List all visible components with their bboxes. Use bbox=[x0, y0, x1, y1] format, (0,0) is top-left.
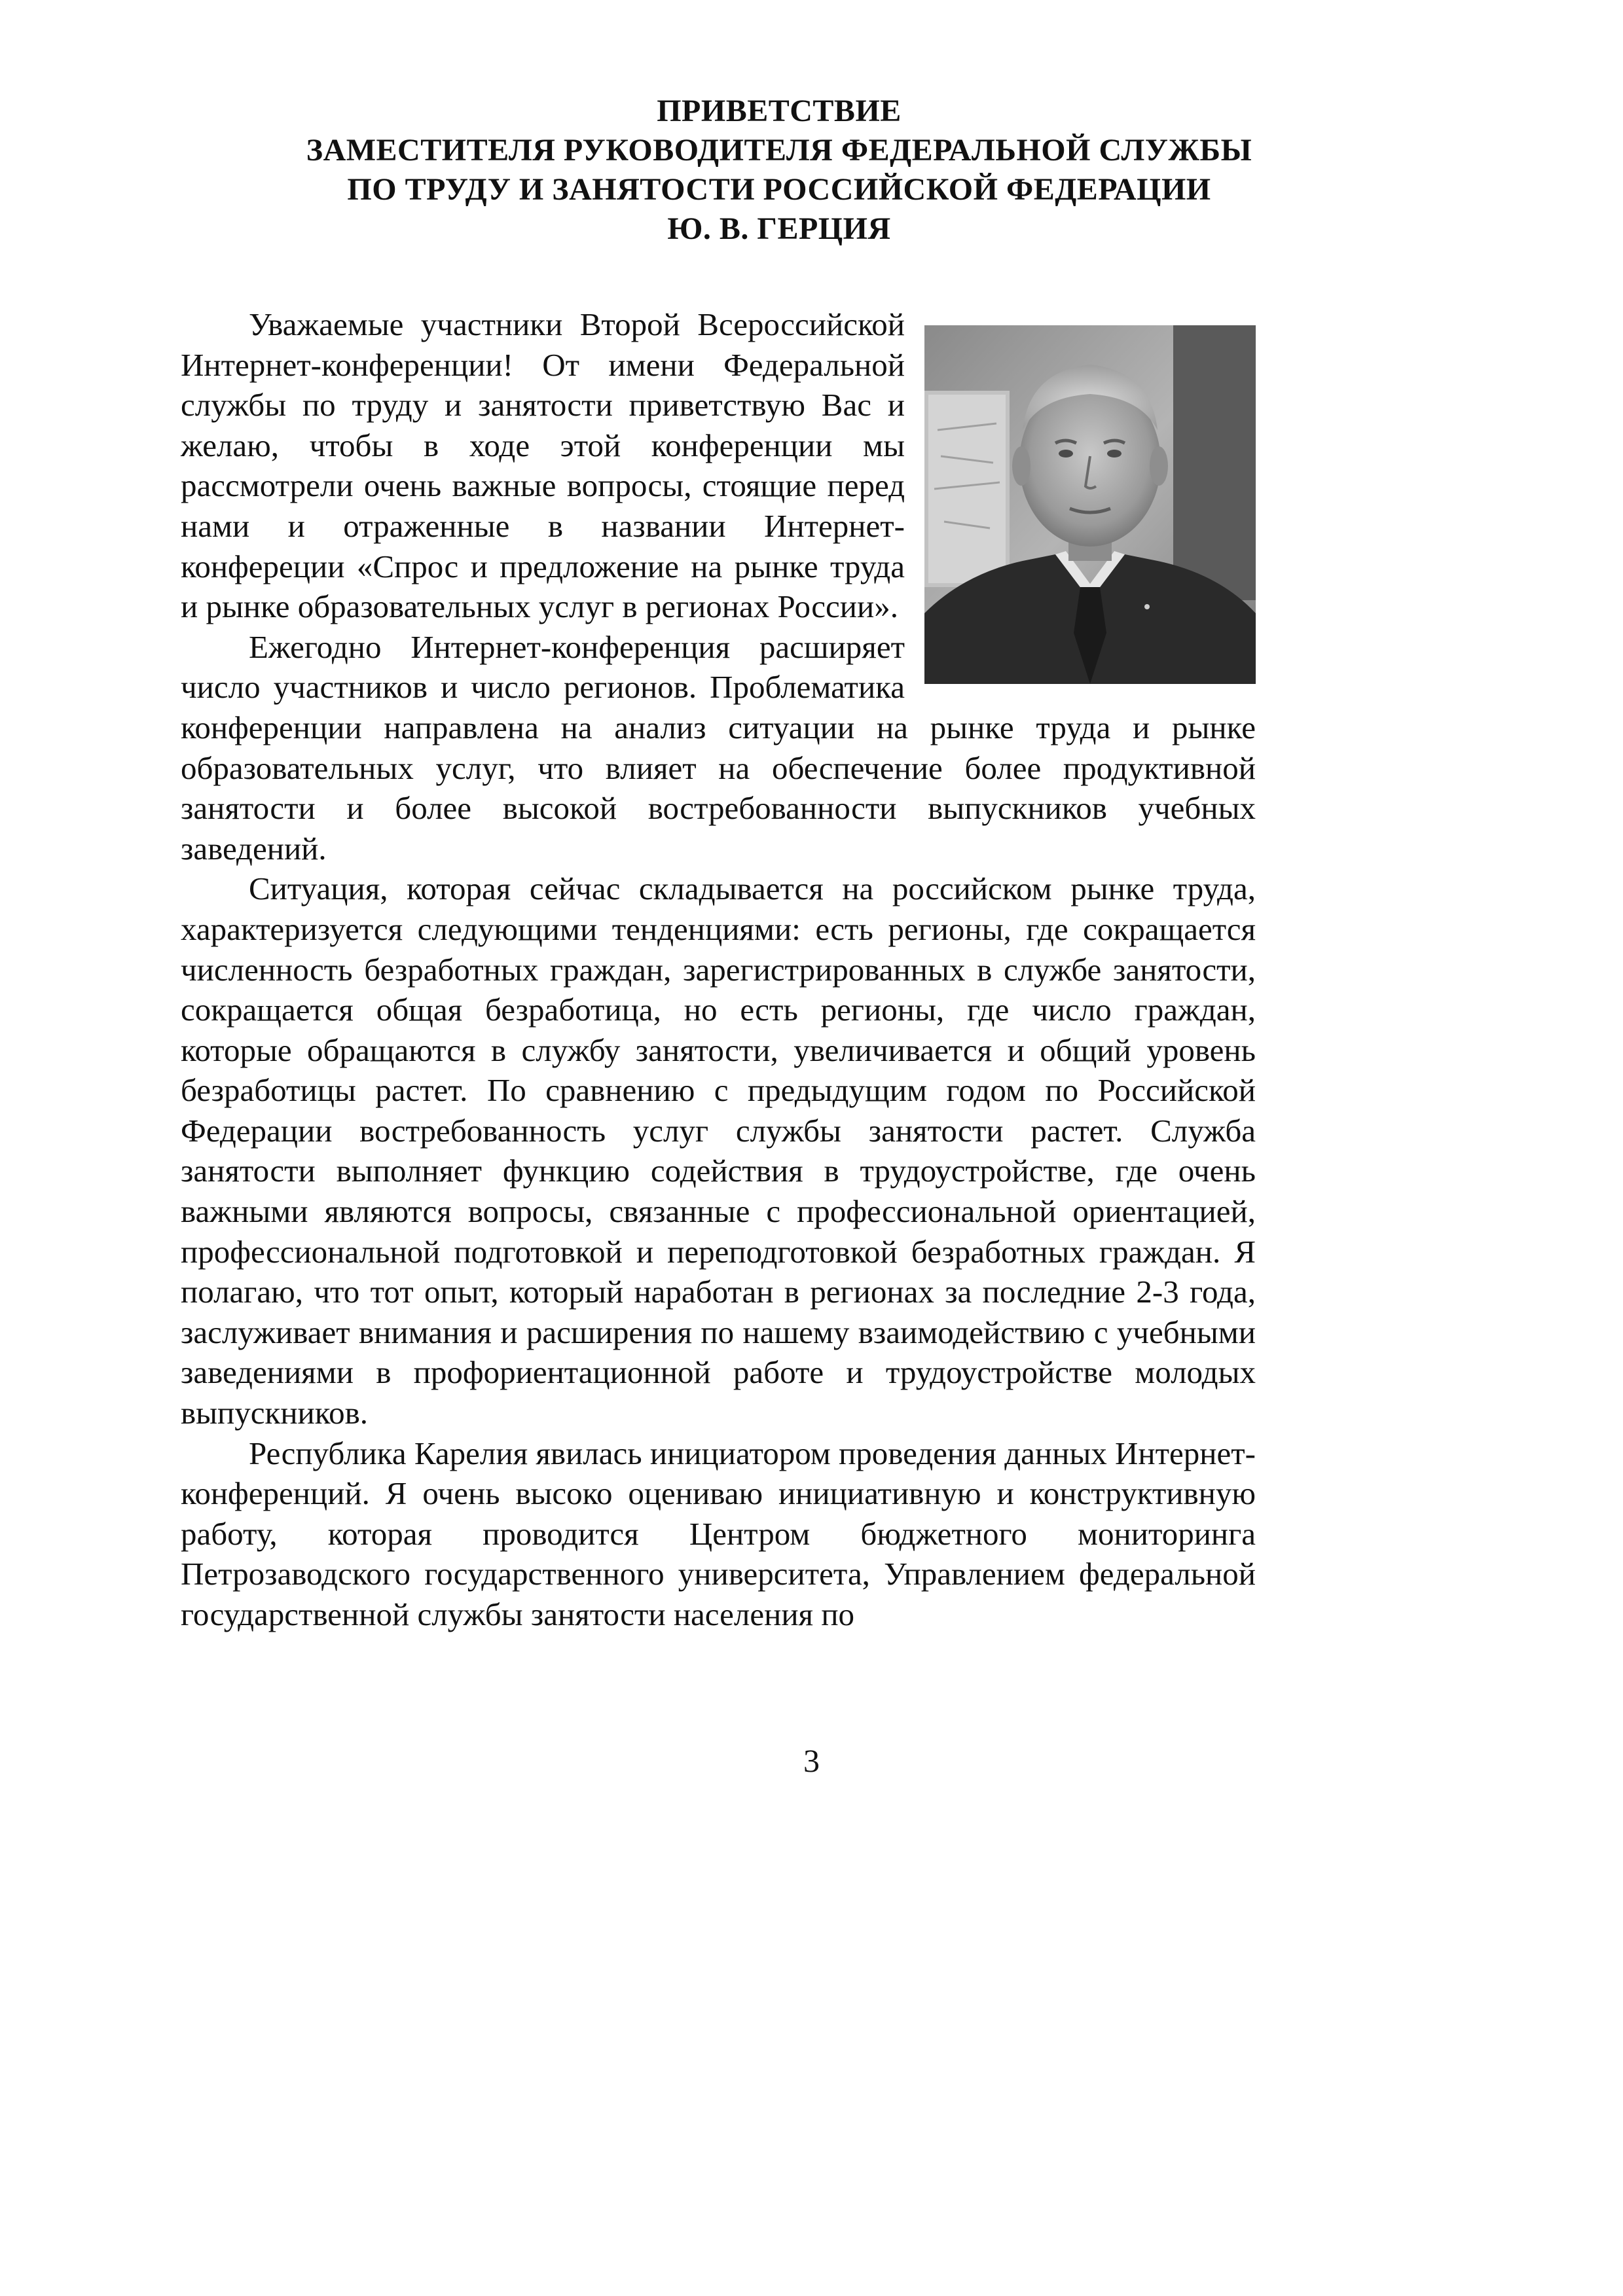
body-text bbox=[181, 304, 1256, 1635]
title-line-4: Ю. В. ГЕРЦИЯ bbox=[667, 211, 891, 246]
paragraph-3: Ситуация, которая сейчас складывается на российском рынке труда, характеризуется следующими тенденциями: есть регионы, где сокращается численность безработных граждан, зарегистрированных в службе занятости, сокращается общая безработица, но есть регионы, где число граждан, которые обращаются в службу занятости, увеличивается и общий уровень безработицы растет. По сравнению с предыдущим годом по Российской Федерации востребованность услуг службы занятости растет. Служба занятости выполняет функцию содействия в трудоустройстве, где очень важными являются вопросы, связанные с профессиональной ориентацией, профессиональной подготовкой и переподготовкой безработных граждан. Я полагаю, что тот опыт, который наработан в регионах за последние 2-3 года, заслуживает внимания и расширения по нашему взаимодействию с учебными заведениями в профориентационной работе и трудоустройстве молодых выпускников. bbox=[181, 870, 1256, 1431]
title-line-1: ПРИВЕТСТВИЕ bbox=[657, 94, 902, 128]
portrait-photo bbox=[924, 325, 1256, 684]
document-title bbox=[170, 92, 1388, 249]
paragraph-2: Ежегодно Интернет-конференция расширяет число участников и число регионов. Проблематика конференции направлена на анализ ситуации на рынке труда и рынке образовательных услуг, что влияет на обеспечение более продуктивной занятости и более высокой востребованности выпускников учебных заведений. bbox=[181, 628, 1256, 867]
title-line-2: ЗАМЕСТИТЕЛЯ РУКОВОДИТЕЛЯ ФЕДЕРАЛЬНОЙ СЛУЖБЫ bbox=[306, 133, 1252, 168]
paragraph-1: Уважаемые участники Второй Всероссийской Интернет-конференции! От имени Федеральной службы по труду и занятости приветствую Вас и желаю, чтобы в ходе этой конференции мы рассмотрели очень важные вопросы, стоящие перед нами и отраженные в названии Интернет-конфереции «Спрос и предложение на рынке труда и рынке образовательных услуг в регионах России». bbox=[181, 306, 905, 625]
paragraph-4: Республика Карелия явилась инициатором проведения данных Интернет-конференций. Я очень высоко оцениваю инициативную и конструктивную работу, которая проводится Центром бюджетного мониторинга Петрозаводского государственного университета, Управлением федеральной государственной службы занятости населения по bbox=[181, 1435, 1256, 1632]
page-number: 3 bbox=[803, 1742, 820, 1779]
title-line-3: ПО ТРУДУ И ЗАНЯТОСТИ РОССИЙСКОЙ ФЕДЕРАЦИИ bbox=[347, 172, 1211, 207]
